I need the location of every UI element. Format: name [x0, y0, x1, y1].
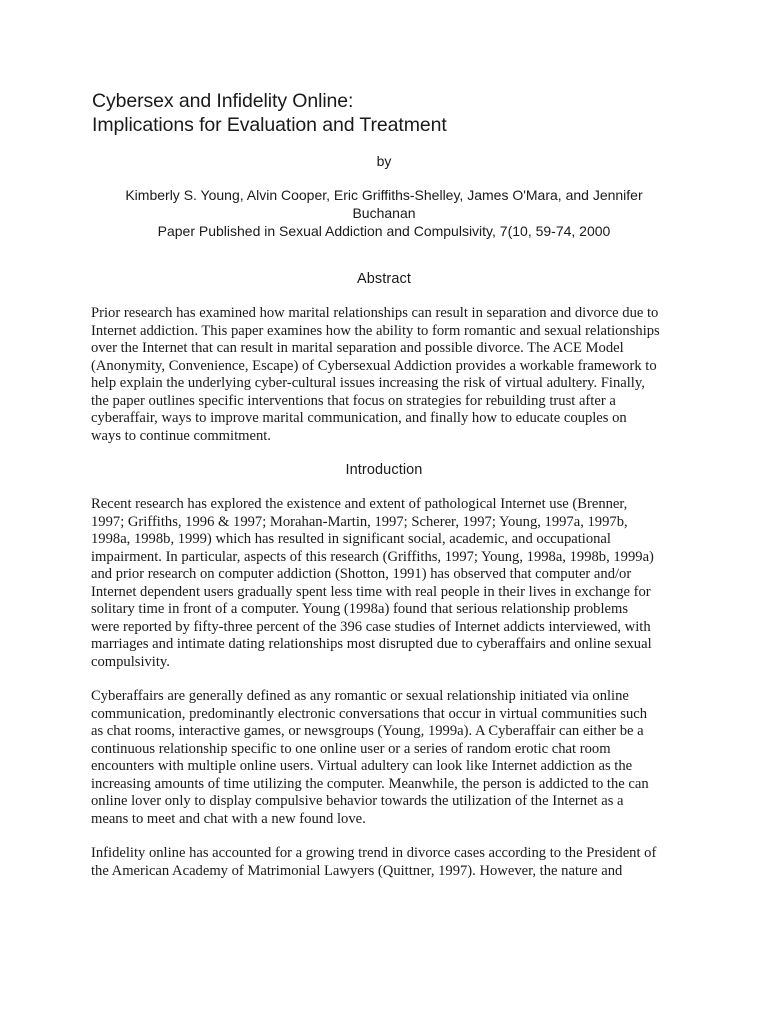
text-line: increasing amounts of time utilizing the computer. Meanwhile, the person is addicted to the can [91, 775, 649, 792]
text-line: Prior research has examined how marital relationships can result in separation and divorce due to [91, 305, 659, 321]
text-line: ways to continue commitment. [91, 427, 271, 444]
text-line: Internet addiction. This paper examines how the ability to form romantic and sexual relationships [91, 322, 660, 339]
text-line: the paper outlines specific interventions that focus on strategies for rebuilding trust after a [91, 392, 616, 409]
abstract-heading: Abstract [357, 271, 411, 287]
text-line: help explain the underlying cyber-cultural issues increasing the risk of virtual adultery. Finally, [91, 375, 645, 391]
introduction-paragraph-3 [91, 845, 681, 880]
text-line: communication, predominantly electronic conversations that occur in virtual communities such [91, 705, 648, 722]
text-line: encounters with multiple online users. Virtual adultery can look like Internet addiction as the [91, 758, 633, 774]
byline: by [376, 153, 392, 169]
introduction-heading: Introduction [345, 462, 423, 478]
text-line: and prior research on computer addiction (Shotton, 1991) has observed that computer and/or [91, 566, 632, 582]
text-line: solitary time in front of a computer. Young (1998a) found that serious relationship problems [91, 601, 629, 617]
text-line: Cyberaffairs are generally defined as any romantic or sexual relationship initiated via online [91, 688, 629, 704]
text-line: as chat rooms, interactive games, or newsgroups (Young, 1999a). A Cyberaffair can either be a [91, 723, 644, 739]
title-line-2: Implications for Evaluation and Treatment [92, 113, 447, 136]
paper-title [92, 90, 692, 137]
abstract-paragraph [91, 305, 681, 445]
text-line: the American Academy of Matrimonial Lawyers (Quittner, 1997). However, the nature and [91, 862, 623, 879]
text-line: 1998a, 1998b, 1999) which has resulted in significant social, academic, and occupational [91, 531, 611, 547]
text-line: over the Internet that can result in marital separation and possible divorce. The ACE Model [91, 340, 624, 356]
text-line: impairment. In particular, aspects of this research (Griffiths, 1997; Young, 1998a, 1998b, 1999a) [91, 548, 654, 565]
text-line: Internet dependent users gradually spent less time with real people in their lives in exchange for [91, 583, 651, 600]
text-line: marriages and intimate dating relationships most disrupted due to cyberaffairs and online sexual [91, 636, 652, 652]
text-line: compulsivity. [91, 653, 170, 670]
text-line: Recent research has explored the existence and extent of pathological Internet use (Brenner, [91, 496, 628, 512]
introduction-paragraph-2 [91, 688, 681, 828]
introduction-paragraph-1 [91, 496, 681, 671]
text-line: online lover only to display compulsive behavior towards the utilization of the Internet as a [91, 793, 624, 809]
author-list: Kimberly S. Young, Alvin Cooper, Eric Griffiths-Shelley, James O'Mara, and Jennifer Buchanan [125, 187, 643, 221]
publication-info: Paper Published in Sexual Addiction and Compulsivity, 7(10, 59-74, 2000 [157, 223, 611, 239]
text-line: means to meet and chat with a new found love. [91, 810, 366, 827]
title-line-1: Cybersex and Infidelity Online: [92, 90, 354, 112]
text-line: were reported by fifty-three percent of the 396 case studies of Internet addicts interviewed, with [91, 618, 651, 635]
text-line: (Anonymity, Convenience, Escape) of Cybersexual Addiction provides a workable framework to [91, 357, 657, 374]
text-line: Infidelity online has accounted for a growing trend in divorce cases according to the President of [91, 845, 657, 861]
text-line: cyberaffair, ways to improve marital communication, and finally how to educate couples on [91, 410, 627, 426]
text-line: continuous relationship specific to one online user or a series of random erotic chat room [91, 740, 611, 757]
text-line: 1997; Griffiths, 1996 & 1997; Morahan-Martin, 1997; Scherer, 1997; Young, 1997a, 1997b, [91, 513, 628, 530]
